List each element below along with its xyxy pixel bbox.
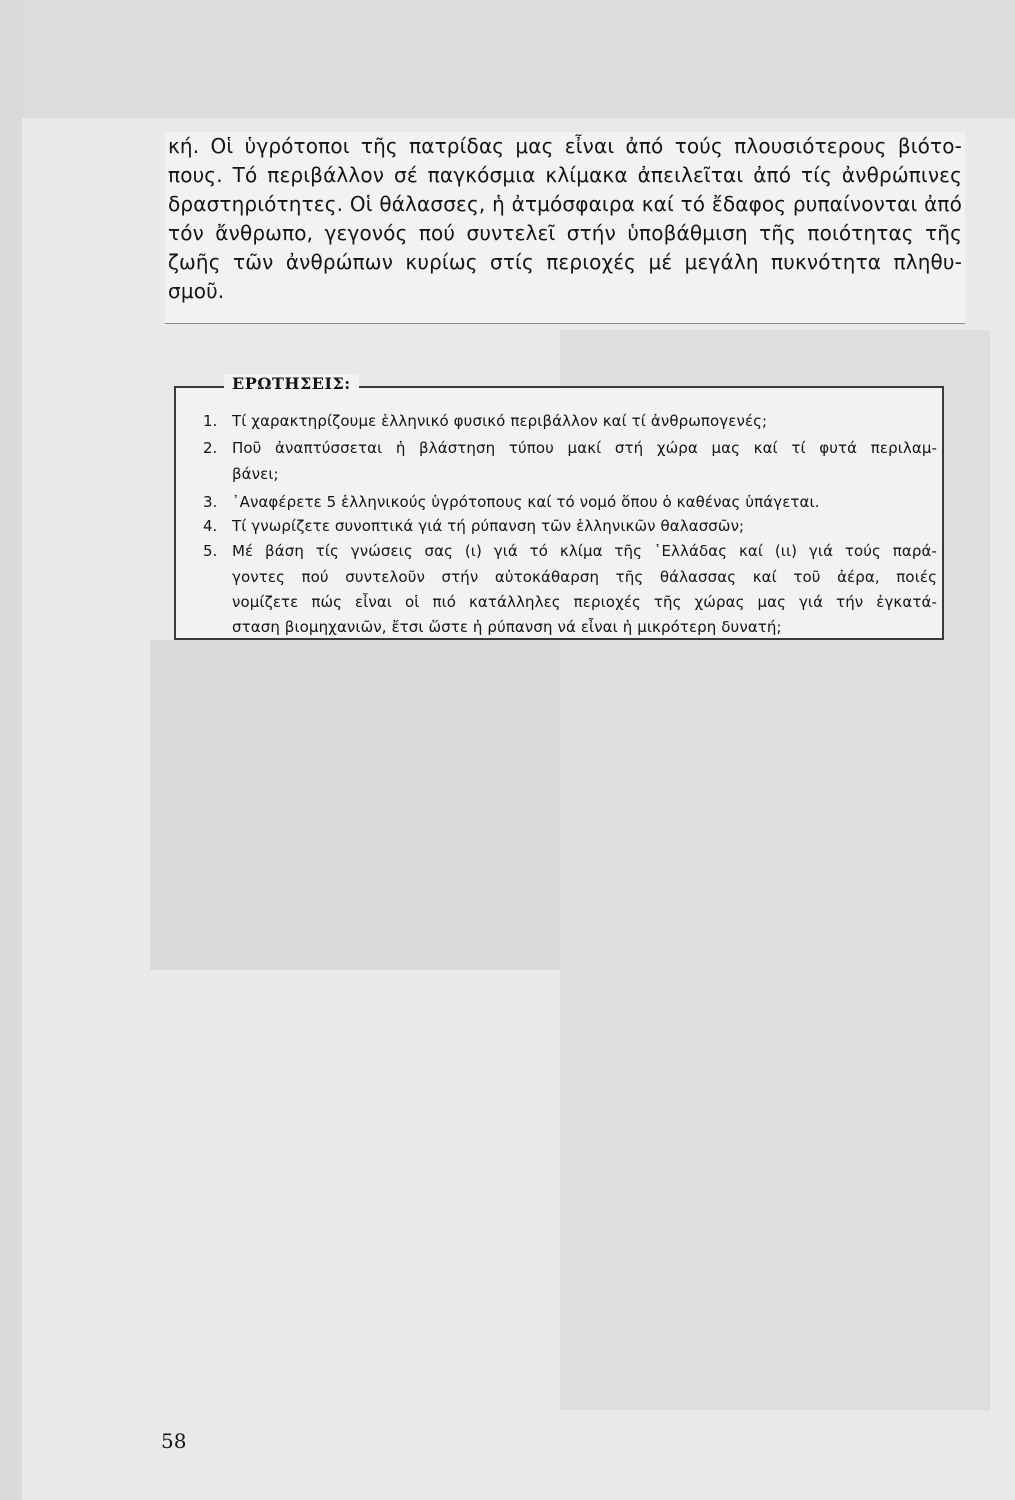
paragraph-line: τόν ἄνθρωπο, γεγονός πού συντελεῖ στήν ὑποβάθμιση τῆς ποιότητας τῆς [168,221,962,245]
question-number: 2. [203,439,218,457]
questions-box [174,374,944,640]
question-line: ᾿Αναφέρετε 5 ἑλληνικούς ὑγρότοπους καί τό νομό ὅπου ὁ καθένας ὑπάγεται. [232,493,820,511]
question-line: Τί γνωρίζετε συνοπτικά γιά τή ρύπανση τῶν ἑλληνικῶν θαλασσῶν; [232,517,745,535]
paragraph-line: ζωῆς τῶν ἀνθρώπων κυρίως στίς περιοχές μέ μεγάλη πυκνότητα πληθυ- [168,250,962,274]
question-line: Ποῦ ἀναπτύσσεται ἡ βλάστηση τύπου μακί στή χώρα μας καί τί φυτά περιλαμ- [232,439,937,457]
question-number: 5. [203,542,218,560]
question-item-2 [176,434,942,462]
question-item-1 [176,407,942,435]
paragraph-line: πους. Τό περιβάλλον σέ παγκόσμια κλίμακα ἀπειλεῖται ἀπό τίς ἀνθρώπινες [168,163,962,187]
question-line: σταση βιομηχανιῶν, ἔτσι ὥστε ἡ ρύπανση νά εἶναι ἡ μικρότερη δυνατή; [232,618,782,636]
body-paragraph [165,132,965,324]
question-line: Τί χαρακτηρίζουμε ἑλληνικό φυσικό περιβάλλον καί τί ἀνθρωπογενές; [232,412,768,430]
question-number: 3. [203,493,218,511]
question-item-5-cont [176,588,942,616]
page-fold-shadow [0,0,22,1500]
paragraph-line: σμοῦ. [168,279,225,303]
question-item-5-cont [176,563,942,591]
question-line: βάνει; [232,465,279,483]
page-number: 58 [161,1429,187,1453]
question-item-5 [176,537,942,565]
question-number: 4. [203,517,218,535]
show-through-top [0,0,1015,118]
show-through-left-block [150,640,560,970]
paragraph-line: κή. Οἱ ὑγρότοποι τῆς πατρίδας μας εἶναι ἀπό τούς πλουσιότερους βιότο- [168,134,962,158]
question-item-5-cont [176,613,942,641]
question-item-4 [176,512,942,540]
paragraph-line: δραστηριότητες. Οἱ θάλασσες, ἡ ἀτμόσφαιρα καί τό ἔδαφος ρυπαίνονται ἀπό [168,192,962,216]
question-line: νομίζετε πώς εἶναι οἱ πιό κατάλληλες περιοχές τῆς χώρας μας γιά τήν ἐγκατά- [232,593,937,611]
question-item-2-cont [176,460,942,488]
question-line: Μέ βάση τίς γνώσεις σας (ι) γιά τό κλίμα τῆς ῾Ελλάδας καί (ιι) γιά τούς παρά- [232,542,937,560]
question-line: γοντες πού συντελοῦν στήν αὐτοκάθαρση τῆς θάλασσας καί τοῦ ἀέρα, ποιές [232,568,937,586]
questions-title: ΕΡΩΤΗΣΕΙΣ: [224,374,359,393]
question-number: 1. [203,412,218,430]
